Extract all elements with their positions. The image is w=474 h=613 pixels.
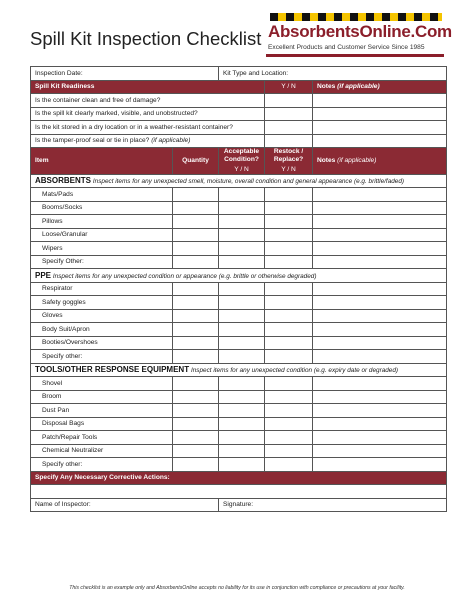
page-title: Spill Kit Inspection Checklist	[30, 28, 262, 49]
item-label: Respirator	[31, 282, 173, 296]
restock-cell[interactable]	[265, 296, 313, 310]
restock-cell[interactable]	[265, 323, 313, 337]
item-row	[31, 296, 447, 310]
restock-cell[interactable]	[265, 188, 313, 202]
quantity-cell[interactable]	[173, 390, 219, 404]
acceptable-cell[interactable]	[219, 377, 265, 391]
restock-cell[interactable]	[265, 201, 313, 215]
item-label: Shovel	[31, 377, 173, 391]
item-row	[31, 201, 447, 215]
section-title: PPE	[35, 270, 52, 280]
section-note: Inspect items for any unexpected condition (e.g. expiry date or degraded)	[190, 367, 399, 375]
quantity-cell[interactable]	[173, 377, 219, 391]
header-fields-row	[31, 67, 447, 81]
inspection-table	[30, 66, 447, 512]
section-header-row	[31, 363, 447, 377]
item-label: Specify other:	[31, 350, 173, 364]
readiness-notes-header	[313, 80, 447, 94]
acceptable-cell[interactable]	[219, 296, 265, 310]
notes-hint: (if applicable)	[337, 157, 377, 165]
restock-label: Restock / Replace?	[273, 148, 304, 163]
acceptable-cell[interactable]	[219, 404, 265, 418]
item-row	[31, 336, 447, 350]
restock-cell[interactable]	[265, 309, 313, 323]
item-row	[31, 417, 447, 431]
restock-cell[interactable]	[265, 336, 313, 350]
section-title: TOOLS/OTHER RESPONSE EQUIPMENT	[35, 365, 190, 375]
readiness-row	[31, 121, 447, 135]
logo-name: AbsorbentsOnline.Com	[268, 22, 452, 41]
section-note: Inspect items for any unexpected condition or appearance (e.g. brittle or otherwise degraded)	[52, 272, 317, 280]
item-label: Pillows	[31, 215, 173, 229]
item-label: Specify Other:	[31, 255, 173, 269]
acceptable-cell[interactable]	[219, 323, 265, 337]
quantity-cell[interactable]	[173, 444, 219, 458]
readiness-row	[31, 134, 447, 148]
acceptable-column-header	[219, 148, 265, 175]
readiness-notes-cell[interactable]	[313, 134, 447, 148]
quantity-cell[interactable]	[173, 296, 219, 310]
readiness-question	[31, 107, 265, 121]
inspection-date-field[interactable]: Inspection Date:	[31, 67, 219, 81]
notes-cell[interactable]	[313, 377, 447, 391]
quantity-cell[interactable]	[173, 215, 219, 229]
item-label: Body Suit/Apron	[31, 323, 173, 337]
item-row	[31, 188, 447, 202]
restock-cell[interactable]	[265, 417, 313, 431]
restock-cell[interactable]	[265, 350, 313, 364]
acceptable-cell[interactable]	[219, 390, 265, 404]
notes-cell[interactable]	[313, 255, 447, 269]
corrective-row	[31, 485, 447, 499]
section-header	[31, 269, 447, 283]
acceptable-cell[interactable]	[219, 444, 265, 458]
item-row	[31, 390, 447, 404]
readiness-header: Spill Kit Readiness	[31, 80, 265, 94]
section-header-row	[31, 174, 447, 188]
notes-cell[interactable]	[313, 309, 447, 323]
notes-cell[interactable]	[313, 242, 447, 256]
restock-column-header	[265, 148, 313, 175]
item-row	[31, 377, 447, 391]
acceptable-yn: Y / N	[234, 165, 249, 173]
acceptable-cell[interactable]	[219, 215, 265, 229]
acceptable-cell[interactable]	[219, 201, 265, 215]
acceptable-cell[interactable]	[219, 242, 265, 256]
restock-cell[interactable]	[265, 242, 313, 256]
acceptable-cell[interactable]	[219, 228, 265, 242]
notes-cell[interactable]	[313, 323, 447, 337]
restock-cell[interactable]	[265, 458, 313, 472]
acceptable-cell[interactable]	[219, 417, 265, 431]
section-header	[31, 174, 447, 188]
item-row	[31, 404, 447, 418]
notes-label: Notes	[317, 83, 336, 91]
corrective-header: Specify Any Necessary Corrective Actions:	[31, 471, 447, 485]
quantity-cell[interactable]	[173, 282, 219, 296]
item-label: Booties/Overshoes	[31, 336, 173, 350]
readiness-yn-header: Y / N	[265, 80, 313, 94]
readiness-row	[31, 107, 447, 121]
section-header	[31, 363, 447, 377]
item-label: Loose/Granular	[31, 228, 173, 242]
item-row	[31, 228, 447, 242]
readiness-notes-cell[interactable]	[313, 121, 447, 135]
section-note: Inspect items for any unexpected smell, moisture, overall condition and general appearance (e.g. brittle/faded)	[92, 178, 405, 186]
notes-cell[interactable]	[313, 188, 447, 202]
question-text: Is the spill kit clearly marked, visible, and unobstructed?	[35, 110, 198, 118]
quantity-column-header: Quantity	[173, 148, 219, 175]
question-text: Is the tamper-proof seal or tie in place?	[35, 137, 150, 145]
item-label: Wipers	[31, 242, 173, 256]
acceptable-cell[interactable]	[219, 282, 265, 296]
inspector-name-field[interactable]: Name of Inspector:	[31, 498, 219, 512]
question-hint: (if applicable)	[151, 137, 191, 145]
acceptable-cell[interactable]	[219, 188, 265, 202]
quantity-cell[interactable]	[173, 323, 219, 337]
notes-cell[interactable]	[313, 458, 447, 472]
acceptable-cell[interactable]	[219, 350, 265, 364]
notes-cell[interactable]	[313, 417, 447, 431]
signoff-row	[31, 498, 447, 512]
question-text: Is the container clean and free of damage?	[35, 96, 161, 104]
notes-cell[interactable]	[313, 228, 447, 242]
readiness-yn-cell[interactable]	[265, 134, 313, 148]
brand-logo	[266, 11, 452, 61]
notes-cell[interactable]	[313, 282, 447, 296]
item-label: Patch/Repair Tools	[31, 431, 173, 445]
notes-cell[interactable]	[313, 350, 447, 364]
section-header-row	[31, 269, 447, 283]
notes-cell[interactable]	[313, 444, 447, 458]
restock-cell[interactable]	[265, 404, 313, 418]
hazard-stripe	[270, 13, 442, 21]
kit-type-field[interactable]: Kit Type and Location:	[219, 67, 447, 81]
logo-underline	[266, 54, 444, 57]
restock-cell[interactable]	[265, 444, 313, 458]
section-title: ABSORBENTS	[35, 176, 92, 186]
corrective-header-row	[31, 471, 447, 485]
notes-label: Notes	[317, 157, 336, 165]
item-row	[31, 431, 447, 445]
item-row	[31, 309, 447, 323]
item-label: Dust Pan	[31, 404, 173, 418]
item-row	[31, 255, 447, 269]
readiness-question	[31, 134, 265, 148]
quantity-cell[interactable]	[173, 255, 219, 269]
acceptable-cell[interactable]	[219, 309, 265, 323]
restock-yn: Y / N	[281, 165, 296, 173]
readiness-yn-cell[interactable]	[265, 121, 313, 135]
footer-disclaimer: This checklist is an example only and AbsorbentsOnline accepts no liability for its use in conjunction with compliance or precautions at your facility.	[69, 585, 405, 591]
restock-cell[interactable]	[265, 282, 313, 296]
item-label: Chemical Neutralizer	[31, 444, 173, 458]
readiness-row	[31, 94, 447, 108]
item-row	[31, 323, 447, 337]
items-header-row	[31, 148, 447, 175]
item-row	[31, 444, 447, 458]
item-row	[31, 215, 447, 229]
item-label: Safety goggles	[31, 296, 173, 310]
restock-cell[interactable]	[265, 215, 313, 229]
notes-cell[interactable]	[313, 336, 447, 350]
acceptable-label: Acceptable Condition?	[223, 148, 260, 163]
restock-cell[interactable]	[265, 377, 313, 391]
item-label: Gloves	[31, 309, 173, 323]
acceptable-cell[interactable]	[219, 336, 265, 350]
quantity-cell[interactable]	[173, 431, 219, 445]
notes-cell[interactable]	[313, 390, 447, 404]
notes-cell[interactable]	[313, 201, 447, 215]
corrective-field[interactable]	[31, 485, 447, 499]
item-label: Mats/Pads	[31, 188, 173, 202]
quantity-cell[interactable]	[173, 188, 219, 202]
notes-cell[interactable]	[313, 404, 447, 418]
notes-cell[interactable]	[313, 431, 447, 445]
restock-cell[interactable]	[265, 255, 313, 269]
quantity-cell[interactable]	[173, 242, 219, 256]
item-label: Broom	[31, 390, 173, 404]
item-label: Booms/Socks	[31, 201, 173, 215]
item-label: Specify other:	[31, 458, 173, 472]
item-label: Disposal Bags	[31, 417, 173, 431]
readiness-header-row	[31, 80, 447, 94]
quantity-cell[interactable]	[173, 350, 219, 364]
restock-cell[interactable]	[265, 390, 313, 404]
question-text: Is the kit stored in a dry location or in a weather-resistant container?	[35, 123, 233, 131]
notes-cell[interactable]	[313, 215, 447, 229]
quantity-cell[interactable]	[173, 336, 219, 350]
readiness-notes-cell[interactable]	[313, 94, 447, 108]
quantity-cell[interactable]	[173, 228, 219, 242]
signature-field[interactable]: Signature:	[219, 498, 447, 512]
readiness-yn-cell[interactable]	[265, 107, 313, 121]
readiness-notes-cell[interactable]	[313, 107, 447, 121]
readiness-yn-cell[interactable]	[265, 94, 313, 108]
acceptable-cell[interactable]	[219, 431, 265, 445]
item-row	[31, 242, 447, 256]
logo-tagline: Excellent Products and Customer Service Since 1985	[268, 44, 425, 51]
item-row	[31, 458, 447, 472]
notes-column-header	[313, 148, 447, 175]
quantity-cell[interactable]	[173, 309, 219, 323]
notes-cell[interactable]	[313, 296, 447, 310]
restock-cell[interactable]	[265, 431, 313, 445]
readiness-question	[31, 121, 265, 135]
item-row	[31, 282, 447, 296]
acceptable-cell[interactable]	[219, 458, 265, 472]
quantity-cell[interactable]	[173, 201, 219, 215]
quantity-cell[interactable]	[173, 417, 219, 431]
quantity-cell[interactable]	[173, 404, 219, 418]
quantity-cell[interactable]	[173, 458, 219, 472]
item-column-header: Item	[31, 148, 173, 175]
item-row	[31, 350, 447, 364]
restock-cell[interactable]	[265, 228, 313, 242]
notes-hint: (if applicable)	[337, 83, 380, 91]
readiness-question	[31, 94, 265, 108]
acceptable-cell[interactable]	[219, 255, 265, 269]
